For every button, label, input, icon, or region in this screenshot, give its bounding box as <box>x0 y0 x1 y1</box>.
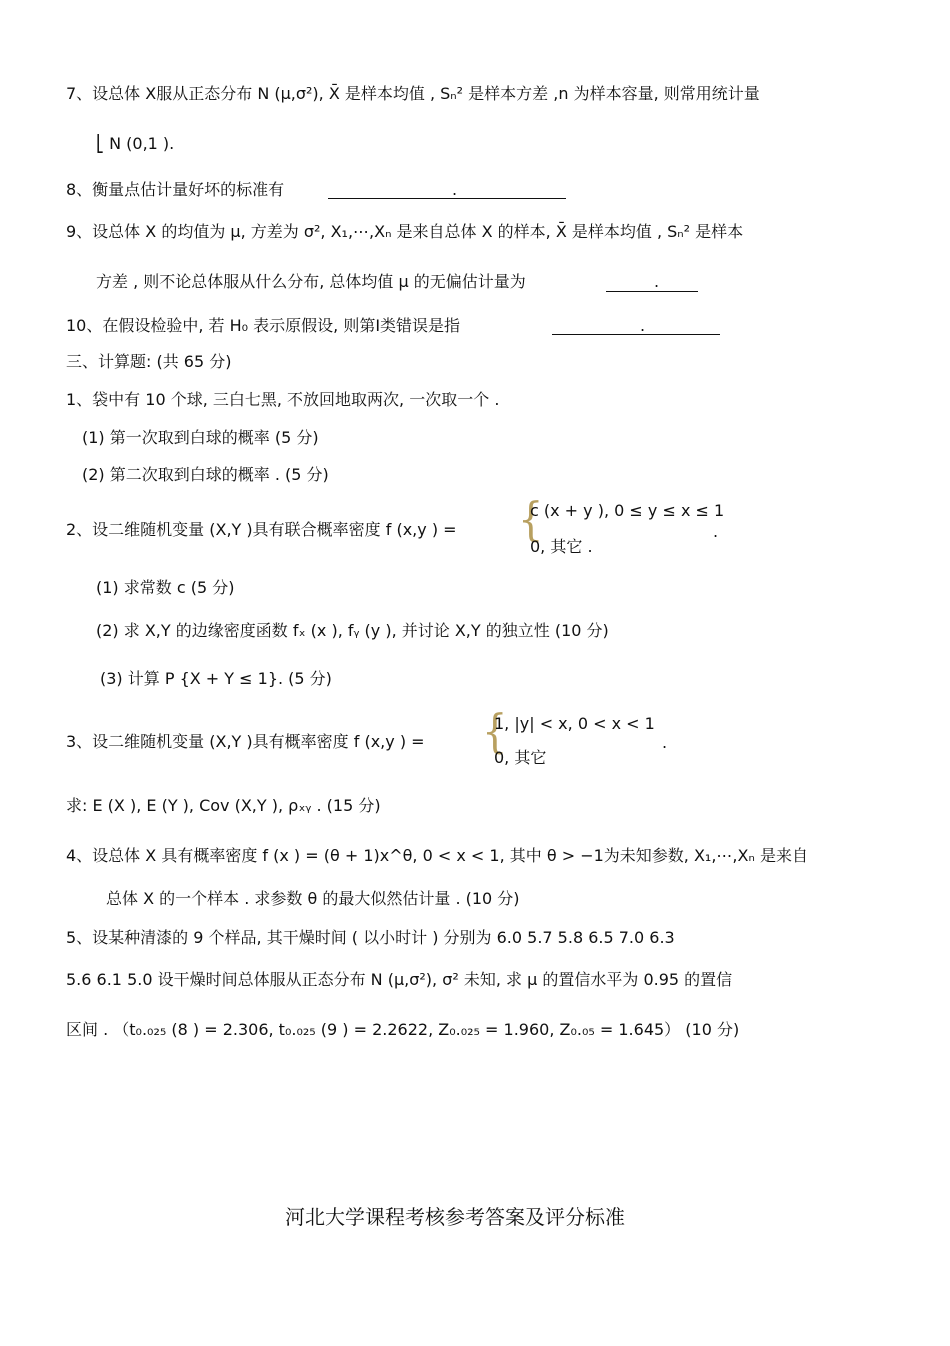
q8-text: 8、衡量点估计量好坏的标准有 <box>66 180 285 199</box>
c2-end-dot: . <box>713 522 719 541</box>
q9-answer-blank <box>606 291 698 292</box>
c3-case1: 1, |y| < x, 0 < x < 1 <box>494 714 655 733</box>
c2-case2: 0, 其它 . <box>530 537 593 556</box>
c2-case1: c (x + y ), 0 ≤ y ≤ x ≤ 1 <box>530 501 725 520</box>
c1-stem: 1、袋中有 10 个球, 三白七黑, 不放回地取两次, 一次取一个 . <box>66 390 500 409</box>
q10-answer-blank <box>552 334 720 335</box>
q8-blank-dot: . <box>452 180 458 199</box>
c2-sub3: (3) 计算 P {X + Y ≤ 1}. (5 分) <box>100 669 332 688</box>
q9-blank-dot: . <box>654 272 660 291</box>
c4-line1: 4、设总体 X 具有概率密度 f (x ) = (θ + 1)x^θ, 0 < x < 1, 其中 θ > −1为未知参数, X₁,⋯,Xₙ 是来自 <box>66 846 808 865</box>
c1-sub1: (1) 第一次取到白球的概率 (5 分) <box>82 428 319 447</box>
q10-blank-dot: . <box>640 316 646 335</box>
c3-end-dot: . <box>662 733 668 752</box>
c4-line2: 总体 X 的一个样本 . 求参数 θ 的最大似然估计量 . (10 分) <box>106 889 520 908</box>
answer-key-title: 河北大学课程考核参考答案及评分标准 <box>285 1205 625 1229</box>
c2-stem: 2、设二维随机变量 (X,Y )具有联合概率密度 f (x,y ) = <box>66 520 457 539</box>
q9-line1: 9、设总体 X 的均值为 μ, 方差为 σ², X₁,⋯,Xₙ 是来自总体 X 的样本, X̄ 是样本均值 , Sₙ² 是样本 <box>66 222 744 241</box>
c3-case2: 0, 其它 <box>494 748 547 767</box>
c5-line1: 5、设某种清漆的 9 个样品, 其干燥时间 ( 以小时计 ) 分别为 6.0 5.7 5.8 6.5 7.0 6.3 <box>66 928 675 947</box>
c2-sub1: (1) 求常数 c (5 分) <box>96 578 235 597</box>
c1-sub2: (2) 第二次取到白球的概率 . (5 分) <box>82 465 329 484</box>
c5-line2: 5.6 6.1 5.0 设干燥时间总体服从正态分布 N (μ,σ²), σ² 未知, 求 μ 的置信水平为 0.95 的置信 <box>66 970 733 989</box>
c2-sub2: (2) 求 X,Y 的边缘密度函数 fₓ (x ), fᵧ (y ), 并讨论 X,Y 的独立性 (10 分) <box>96 621 609 640</box>
c3-stem: 3、设二维随机变量 (X,Y )具有概率密度 f (x,y ) = <box>66 732 425 751</box>
c3-ask: 求: E (X ), E (Y ), Cov (X,Y ), ρₓᵧ . (15 分) <box>66 796 381 815</box>
q9-line2: 方差 , 则不论总体服从什么分布, 总体均值 μ 的无偏估计量为 <box>96 272 526 291</box>
left-brace-icon: { <box>518 493 544 547</box>
left-brace-icon: { <box>482 705 508 759</box>
q8-answer-blank <box>328 198 566 199</box>
q7-line1: 7、设总体 X服从正态分布 N (μ,σ²), X̄ 是样本均值 , Sₙ² 是样本方差 ,n 为样本容量, 则常用统计量 <box>66 84 760 103</box>
q10-text: 10、在假设检验中, 若 H₀ 表示原假设, 则第Ⅰ类错误是指 <box>66 316 461 335</box>
section-heading: 三、计算题: (共 65 分) <box>66 352 232 371</box>
c5-line3: 区间 . （t₀.₀₂₅ (8 ) = 2.306, t₀.₀₂₅ (9 ) = 2.2622, Z₀.₀₂₅ = 1.960, Z₀.₀₅ = 1.645） (10 分) <box>66 1020 740 1039</box>
q7-line2: ⎣ N (0,1 ). <box>96 134 175 153</box>
